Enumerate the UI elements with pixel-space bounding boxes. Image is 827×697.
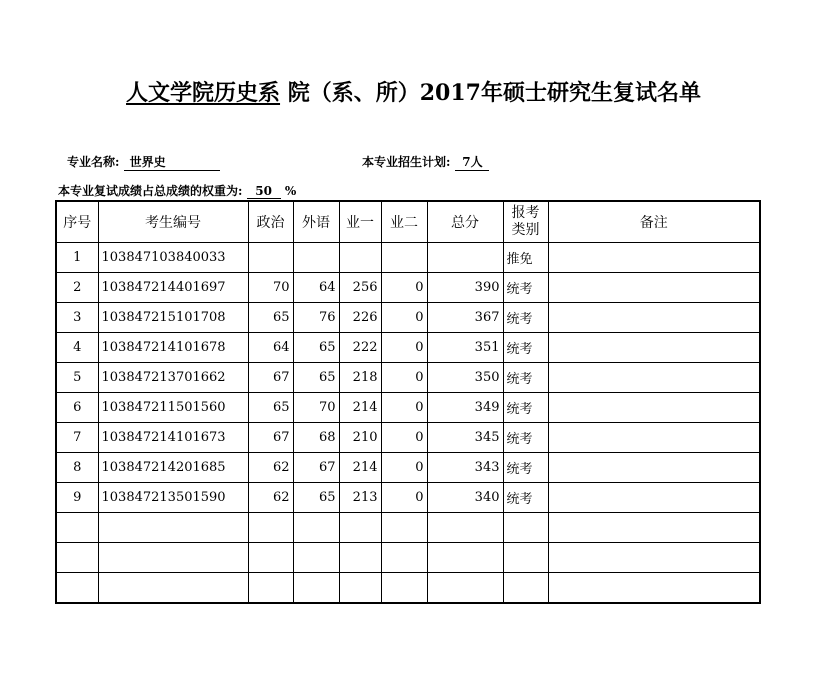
cell-type: 统考: [503, 363, 548, 393]
cell-subject2: 0: [381, 333, 427, 363]
major-label: 专业名称:: [67, 155, 120, 169]
cell-subject2: [381, 513, 427, 543]
table-row: [56, 363, 760, 393]
cell-no: 9: [56, 483, 98, 513]
cell-total: 343: [427, 453, 503, 483]
cell-subject2: 0: [381, 303, 427, 333]
cell-no: 8: [56, 453, 98, 483]
cell-subject1: 218: [339, 363, 381, 393]
cell-subject1: 222: [339, 333, 381, 363]
cell-politics: 70: [248, 273, 293, 303]
cell-total: 367: [427, 303, 503, 333]
cell-type: 推免: [503, 243, 548, 273]
cell-politics: [248, 243, 293, 273]
cell-politics: 64: [248, 333, 293, 363]
cell-language: [293, 243, 339, 273]
header-politics: 政治: [248, 201, 293, 243]
cell-subject2: [381, 543, 427, 573]
cell-type: [503, 543, 548, 573]
cell-language: 76: [293, 303, 339, 333]
cell-candidate-id: 103847213501590: [98, 483, 248, 513]
cell-subject2: [381, 243, 427, 273]
weight-unit: %: [284, 184, 297, 198]
cell-politics: 62: [248, 453, 293, 483]
cell-no: 2: [56, 273, 98, 303]
candidate-table: [55, 200, 761, 604]
weight-info: [58, 182, 296, 199]
cell-type: 统考: [503, 423, 548, 453]
cell-no: 1: [56, 243, 98, 273]
cell-total: 340: [427, 483, 503, 513]
cell-candidate-id: 103847213701662: [98, 363, 248, 393]
header-no: 序号: [56, 201, 98, 243]
cell-no: [56, 513, 98, 543]
title-suffix: 院（系、所）2017年硕士研究生复试名单: [287, 80, 701, 106]
cell-subject2: 0: [381, 273, 427, 303]
cell-no: [56, 573, 98, 604]
page-title: [0, 76, 827, 107]
cell-no: [56, 543, 98, 573]
cell-candidate-id: 103847214201685: [98, 453, 248, 483]
cell-candidate-id: [98, 543, 248, 573]
table-row: [56, 273, 760, 303]
table-row: [56, 393, 760, 423]
cell-candidate-id: [98, 513, 248, 543]
cell-total: 351: [427, 333, 503, 363]
cell-type: 统考: [503, 393, 548, 423]
cell-notes: [548, 273, 760, 303]
cell-politics: 62: [248, 483, 293, 513]
cell-no: 3: [56, 303, 98, 333]
cell-subject2: 0: [381, 453, 427, 483]
cell-subject1: [339, 243, 381, 273]
table-row: [56, 453, 760, 483]
cell-candidate-id: 103847214101678: [98, 333, 248, 363]
cell-subject1: [339, 513, 381, 543]
plan-value: 7人: [455, 153, 489, 171]
cell-subject2: 0: [381, 483, 427, 513]
cell-politics: 65: [248, 303, 293, 333]
table-row: [56, 513, 760, 543]
cell-total: [427, 243, 503, 273]
cell-politics: [248, 543, 293, 573]
header-language: 外语: [293, 201, 339, 243]
cell-notes: [548, 483, 760, 513]
cell-notes: [548, 333, 760, 363]
cell-language: 68: [293, 423, 339, 453]
cell-total: 390: [427, 273, 503, 303]
cell-language: 64: [293, 273, 339, 303]
cell-notes: [548, 243, 760, 273]
cell-subject1: 214: [339, 393, 381, 423]
cell-type: [503, 573, 548, 604]
table-row: [56, 333, 760, 363]
cell-politics: 67: [248, 423, 293, 453]
table-row: [56, 423, 760, 453]
cell-type: 统考: [503, 453, 548, 483]
cell-language: 65: [293, 363, 339, 393]
cell-language: 67: [293, 453, 339, 483]
cell-notes: [548, 573, 760, 604]
table-header-row: [56, 201, 760, 243]
header-subject2: 业二: [381, 201, 427, 243]
cell-subject2: 0: [381, 363, 427, 393]
weight-value: 50: [247, 184, 281, 199]
cell-notes: [548, 543, 760, 573]
cell-total: 345: [427, 423, 503, 453]
cell-no: 6: [56, 393, 98, 423]
header-type: 报考 类别: [503, 201, 548, 243]
cell-type: [503, 513, 548, 543]
cell-candidate-id: 103847214101673: [98, 423, 248, 453]
cell-politics: [248, 573, 293, 604]
cell-no: 5: [56, 363, 98, 393]
plan-label: 本专业招生计划:: [362, 155, 451, 169]
cell-total: [427, 573, 503, 604]
major-info: [67, 153, 220, 171]
cell-total: 350: [427, 363, 503, 393]
cell-subject1: [339, 543, 381, 573]
cell-total: [427, 543, 503, 573]
cell-total: 349: [427, 393, 503, 423]
cell-candidate-id: 103847215101708: [98, 303, 248, 333]
cell-type: 统考: [503, 333, 548, 363]
cell-notes: [548, 453, 760, 483]
plan-info: [362, 153, 489, 171]
weight-label: 本专业复试成绩占总成绩的权重为:: [58, 184, 243, 198]
cell-subject2: 0: [381, 393, 427, 423]
cell-subject1: [339, 573, 381, 604]
cell-type: 统考: [503, 273, 548, 303]
cell-candidate-id: [98, 573, 248, 604]
cell-notes: [548, 303, 760, 333]
cell-candidate-id: 103847211501560: [98, 393, 248, 423]
cell-notes: [548, 513, 760, 543]
cell-subject1: 210: [339, 423, 381, 453]
header-id: 考生编号: [98, 201, 248, 243]
table-row: [56, 483, 760, 513]
cell-notes: [548, 393, 760, 423]
cell-subject2: 0: [381, 423, 427, 453]
table-row: [56, 543, 760, 573]
cell-politics: 67: [248, 363, 293, 393]
cell-language: 70: [293, 393, 339, 423]
cell-no: 4: [56, 333, 98, 363]
header-total: 总分: [427, 201, 503, 243]
cell-language: [293, 543, 339, 573]
cell-subject1: 226: [339, 303, 381, 333]
cell-subject1: 256: [339, 273, 381, 303]
major-value: 世界史: [124, 153, 220, 171]
cell-subject1: 214: [339, 453, 381, 483]
cell-type: 统考: [503, 303, 548, 333]
cell-language: 65: [293, 483, 339, 513]
table-row: [56, 243, 760, 273]
cell-notes: [548, 423, 760, 453]
header-subject1: 业一: [339, 201, 381, 243]
header-notes: 备注: [548, 201, 760, 243]
table-row: [56, 303, 760, 333]
cell-candidate-id: 103847103840033: [98, 243, 248, 273]
table-row: [56, 573, 760, 604]
cell-language: 65: [293, 333, 339, 363]
cell-no: 7: [56, 423, 98, 453]
cell-politics: 65: [248, 393, 293, 423]
cell-total: [427, 513, 503, 543]
cell-notes: [548, 363, 760, 393]
cell-language: [293, 513, 339, 543]
cell-candidate-id: 103847214401697: [98, 273, 248, 303]
cell-politics: [248, 513, 293, 543]
cell-subject1: 213: [339, 483, 381, 513]
title-department: 人文学院历史系: [126, 80, 281, 106]
cell-subject2: [381, 573, 427, 604]
cell-language: [293, 573, 339, 604]
cell-type: 统考: [503, 483, 548, 513]
